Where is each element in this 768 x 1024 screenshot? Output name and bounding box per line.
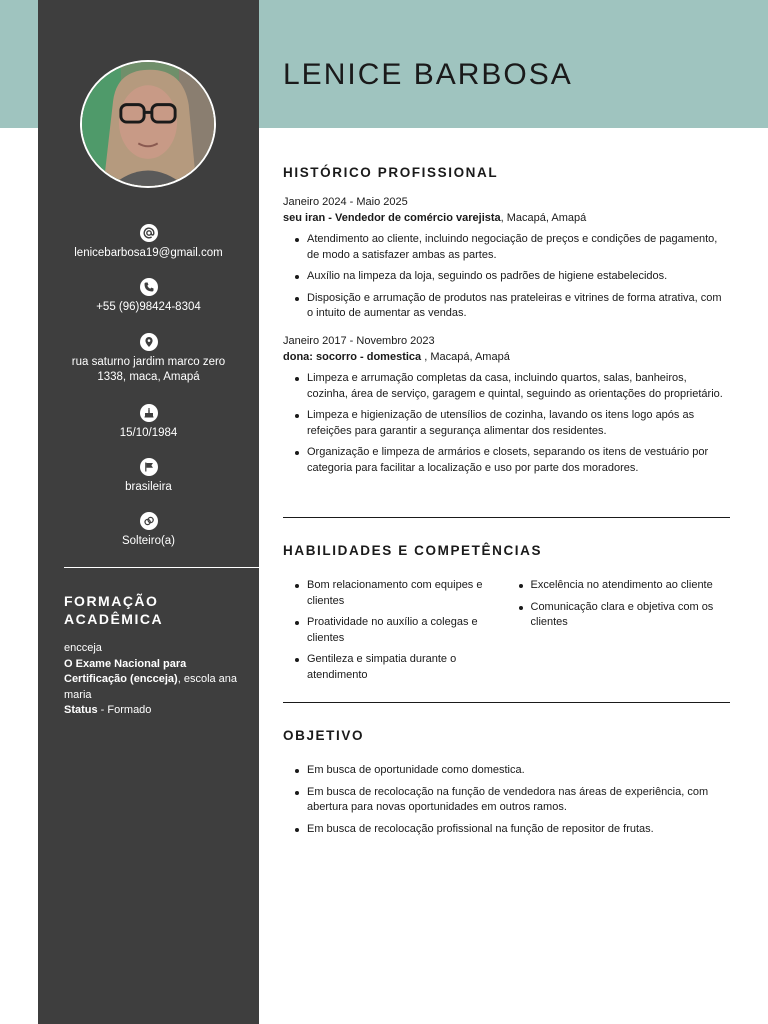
list-item: Excelência no atendimento ao cliente (507, 578, 731, 594)
contact-email (38, 224, 259, 261)
job-duties (283, 371, 730, 476)
education-status (64, 703, 244, 719)
education-title: FORMAÇÃO ACADÊMICA (64, 593, 164, 627)
list-item: Proatividade no auxílio a colegas e clientes (283, 615, 507, 646)
job-period: Janeiro 2017 - Novembro 2023 (283, 335, 435, 347)
education-institution-school: , escola ana maria (64, 673, 238, 701)
list-item: Bom relacionamento com equipes e clientes (283, 578, 507, 609)
history-title: HISTÓRICO PROFISSIONAL (283, 165, 499, 180)
phone-text[interactable]: +55 (96)98424-8304 (96, 301, 201, 313)
list-item: Comunicação clara e objetiva com os clientes (507, 600, 731, 631)
job-duties (283, 232, 730, 322)
skills-column-right (507, 578, 731, 689)
job-entry-1 (283, 195, 730, 328)
job-role (283, 211, 730, 227)
nationality-text: brasileira (125, 481, 172, 493)
skills-column-left (283, 578, 507, 689)
phone-icon (140, 278, 158, 296)
job-role (283, 350, 730, 366)
education-institution-name: O Exame Nacional para Certificação (encceja) (64, 657, 187, 685)
education-status-label: Status (64, 704, 98, 716)
list-item: Organização e limpeza de armários e closets, separando os itens de vestuário por categoria para facilitar a localização e uso por parte dos moradores. (283, 445, 730, 476)
job-period: Janeiro 2024 - Maio 2025 (283, 196, 408, 208)
cake-icon (140, 404, 158, 422)
list-item: Limpeza e arrumação completas da casa, incluindo quartos, salas, banheiros, cozinha, área de serviço, garagem e quintal, seguindo as orientações do proprietário. (283, 371, 730, 402)
job-location: , Macapá, Amapá (500, 211, 587, 224)
list-item: Em busca de recolocação profissional na função de repositor de frutas. (283, 822, 730, 838)
objective-title: OBJETIVO (283, 728, 365, 743)
section-divider (283, 517, 730, 518)
job-company: dona: socorro (283, 350, 357, 363)
marital-status-text: Solteiro(a) (121, 535, 176, 547)
email-text[interactable]: lenicebarbosa19@gmail.com (74, 247, 223, 259)
birthdate-text: 15/10/1984 (119, 427, 178, 439)
section-divider (283, 702, 730, 703)
job-title: Vendedor de comércio varejista (334, 211, 501, 224)
job-title: domestica (366, 350, 422, 363)
job-separator: - (325, 211, 335, 224)
objective-list (283, 763, 730, 843)
location-pin-icon (140, 333, 158, 351)
contact-marital-status (38, 512, 259, 549)
contact-phone (38, 278, 259, 315)
contact-birthdate (38, 404, 259, 441)
rings-icon (140, 512, 158, 530)
sidebar (38, 0, 259, 1024)
education-institution (64, 657, 244, 704)
list-item: Em busca de oportunidade como domestica. (283, 763, 730, 779)
education-status-value: - Formado (97, 704, 152, 716)
list-item: Atendimento ao cliente, incluindo negociação de preços e condições de pagamento, de modo a satisfazer ambas as partes. (283, 232, 730, 263)
profile-photo (80, 60, 216, 188)
job-location: , Macapá, Amapá (421, 350, 510, 363)
contact-nationality (38, 458, 259, 495)
job-entry-2 (283, 334, 730, 482)
list-item: Limpeza e higienização de utensílios de cozinha, lavando os itens logo após as refeições para garantir a segurança alimentar dos residentes. (283, 408, 730, 439)
list-item: Em busca de recolocação na função de vendedora nas áreas de experiência, com abertura para novas oportunidades em outros ramos. (283, 785, 730, 816)
flag-icon (140, 458, 158, 476)
education-course: encceja (64, 642, 102, 654)
skills-title: HABILIDADES E COMPETÊNCIAS (283, 543, 543, 558)
address-text: rua saturno jardim marco zero 1338, maca, Amapá (71, 356, 226, 383)
job-company: seu iran (283, 211, 326, 224)
list-item: Auxílio na limpeza da loja, seguindo os padrões de higiene estabelecidos. (283, 269, 730, 285)
contact-address (38, 333, 259, 385)
profile-photo-image (82, 62, 214, 186)
list-item: Disposição e arrumação de produtos nas prateleiras e vitrines de forma atrativa, com o intuito de aumentar as vendas. (283, 291, 730, 322)
list-item: Gentileza e simpatia durante o atendimento (283, 652, 507, 683)
sidebar-divider (64, 567, 259, 568)
candidate-name: LENICE BARBOSA (283, 58, 573, 91)
education-entry (64, 641, 244, 719)
skills-list (283, 572, 730, 689)
at-icon (140, 224, 158, 242)
job-separator: - (356, 350, 367, 363)
